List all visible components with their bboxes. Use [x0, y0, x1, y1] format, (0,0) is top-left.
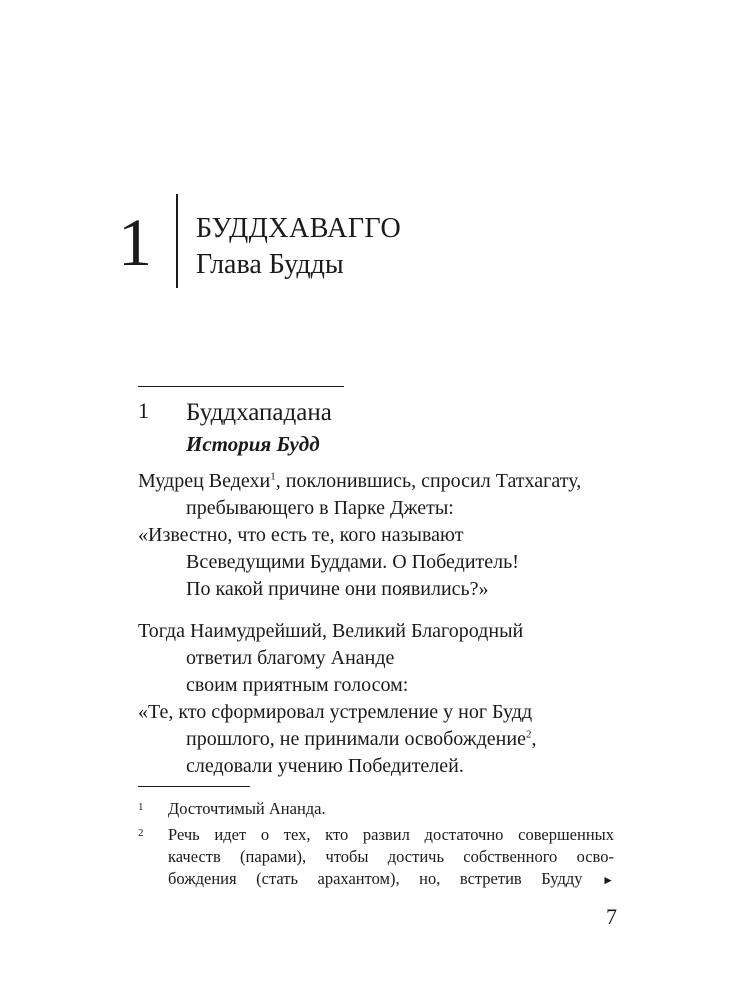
verse-line: прошлого, не принимали освобождение$^2$, — [186, 728, 537, 750]
section-number: 1 — [138, 398, 149, 423]
footnote-line: качеств (парами), чтобы достичь собственного осво- — [168, 847, 614, 866]
footnote — [138, 824, 614, 891]
chapter-divider — [176, 194, 178, 288]
footnote-ref[interactable]: 1 — [270, 470, 276, 483]
verse-line: следовали учению Победителей. — [186, 755, 464, 777]
footnote-line: бождения (стать арахантом), но, встретив Будду ► — [168, 869, 614, 888]
footnote-divider — [138, 786, 250, 787]
section-divider — [138, 386, 344, 387]
verse-line: По какой причине они появились?» — [186, 578, 489, 600]
section-subtitle: История Будд — [186, 432, 320, 456]
footnote-line: Речь идет о тех, кто развил достаточно совершенных — [168, 825, 614, 844]
chapter-number: 1 — [118, 204, 152, 280]
verse-line: Всеведущими Буддами. О Победитель! — [186, 551, 519, 573]
verse-line: ответил благому Ананде — [186, 647, 395, 669]
verse-line: Тогда Наимудрейший, Великий Благородный — [138, 620, 524, 642]
page-number: 7 — [606, 904, 617, 929]
footnote-ref[interactable]: 2 — [525, 728, 532, 741]
verse-line: «Те, кто сформировал устремление у ног Будд — [138, 701, 533, 723]
stanza — [138, 618, 536, 780]
footnotes — [138, 798, 614, 891]
verse-line: своим приятным голосом: — [186, 674, 409, 696]
footnote-mark: 1 — [138, 801, 144, 813]
footnote-line: Досточтимый Ананда. — [168, 799, 326, 818]
verse-line: «Известно, что есть те, кого называют — [138, 524, 464, 546]
chapter-title: БУДДХАВАГГО — [196, 213, 402, 244]
continuation-arrow-icon: ► — [602, 873, 614, 887]
verse-line: Мудрец Ведехи$^1$, поклонившись, спросил Татхагату, — [138, 470, 582, 492]
section-title: Буддхападана — [186, 399, 332, 426]
footnote — [138, 798, 614, 820]
footnote-mark: 2 — [138, 827, 144, 839]
stanza — [138, 468, 581, 603]
chapter-subtitle: Глава Будды — [196, 249, 344, 280]
verse-line: пребывающего в Парке Джеты: — [186, 497, 454, 519]
